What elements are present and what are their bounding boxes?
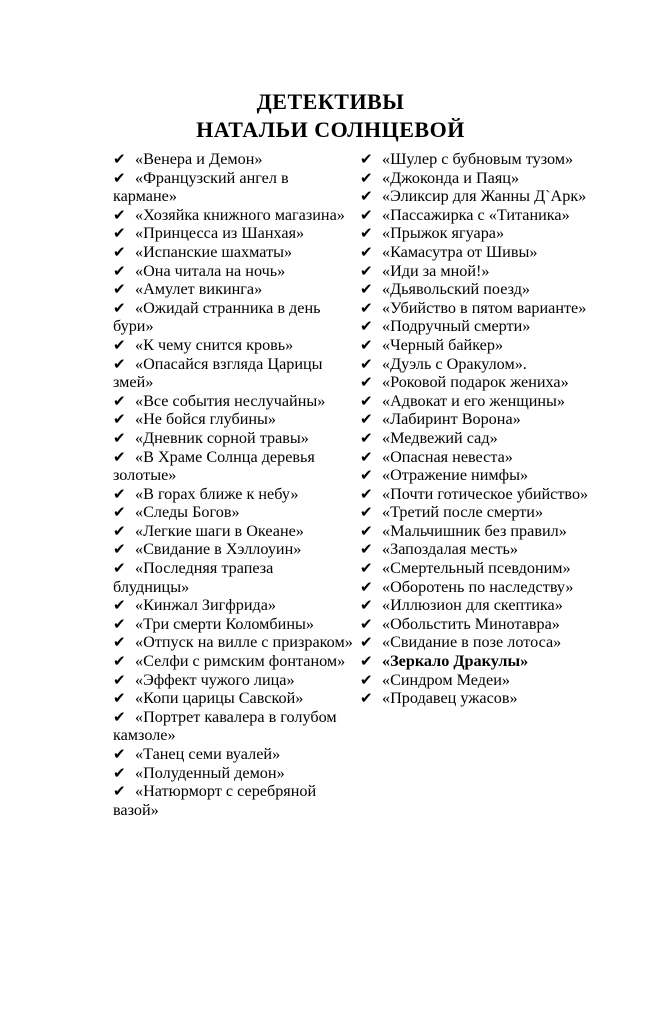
book-title-item	[113, 782, 353, 819]
book-title-item	[113, 355, 353, 392]
checkmark-icon: ✔	[360, 224, 373, 243]
checkmark-icon: ✔	[113, 652, 126, 671]
book-title-item	[360, 448, 592, 467]
book-title-text: «В горах ближе к небу»	[135, 484, 299, 503]
book-title-text: «Почти готическое убийство»	[382, 484, 589, 503]
book-title-item	[113, 299, 353, 336]
checkmark-icon: ✔	[113, 745, 126, 763]
book-title-text: «Обольстить Минотавра»	[382, 614, 560, 633]
checkmark-icon: ✔	[360, 447, 373, 466]
book-title-item	[360, 299, 592, 318]
book-title-item	[113, 280, 353, 299]
book-title-item	[360, 578, 592, 597]
book-title-text: «Все события неслучайны»	[135, 391, 326, 410]
book-title-item	[113, 503, 353, 522]
book-title-text: «Подручный смерти»	[382, 317, 531, 336]
book-title-item	[360, 485, 592, 504]
checkmark-icon: ✔	[360, 466, 373, 485]
book-title-text: «Камасутра от Шивы»	[382, 242, 538, 261]
book-title-text: «Адвокат и его женщины»	[382, 391, 566, 410]
book-title-item	[113, 671, 353, 690]
heading-line-2: НАТАЛЬИ СОЛНЦЕВОЙ	[196, 117, 465, 142]
checkmark-icon: ✔	[113, 335, 126, 354]
book-title-text: «Мальчишник без правил»	[382, 521, 567, 540]
checkmark-icon: ✔	[113, 354, 126, 373]
book-title-text: «Венера и Демон»	[135, 150, 263, 168]
book-title-item	[113, 392, 353, 411]
book-title-item	[360, 280, 592, 299]
checkmark-icon: ✔	[113, 782, 126, 801]
checkmark-icon: ✔	[360, 577, 373, 596]
book-title-text: «Третий после смерти»	[382, 503, 544, 522]
checkmark-icon: ✔	[360, 596, 373, 615]
book-title-text: «Она читала на ночь»	[135, 261, 286, 280]
book-title-item	[113, 633, 353, 652]
book-title-text: «Танец семи вуалей»	[135, 745, 281, 763]
book-title-item	[360, 671, 592, 690]
book-title-item	[360, 373, 592, 392]
checkmark-icon: ✔	[360, 540, 373, 559]
book-title-text: «Легкие шаги в Океане»	[135, 521, 304, 540]
checkmark-icon: ✔	[360, 242, 373, 261]
checkmark-icon: ✔	[360, 373, 373, 392]
book-title-item	[113, 150, 353, 169]
checkmark-icon: ✔	[360, 652, 373, 671]
book-title-text: «Смертельный псевдоним»	[382, 559, 571, 578]
book-title-item	[360, 150, 592, 169]
book-title-text: «К чему снится кровь»	[135, 335, 294, 354]
book-title-item	[360, 392, 592, 411]
book-title-item	[360, 615, 592, 634]
checkmark-icon: ✔	[113, 521, 126, 540]
checkmark-icon: ✔	[113, 614, 126, 633]
left-title-list	[113, 150, 353, 819]
book-title-text: «Принцесса из Шанхая»	[135, 224, 305, 243]
book-title-item	[360, 429, 592, 448]
checkmark-icon: ✔	[360, 521, 373, 540]
checkmark-icon: ✔	[360, 614, 373, 633]
checkmark-icon: ✔	[113, 670, 126, 689]
book-title-text: «Три смерти Коломбины»	[135, 614, 314, 633]
checkmark-icon: ✔	[113, 689, 126, 708]
book-title-item	[360, 187, 592, 206]
book-title-text: «Отпуск на вилле с призраком»	[135, 633, 353, 652]
book-title-text: «Французский ангел в кармане»	[113, 168, 289, 206]
checkmark-icon: ✔	[360, 503, 373, 522]
book-title-item	[113, 615, 353, 634]
checkmark-icon: ✔	[113, 503, 126, 522]
checkmark-icon: ✔	[360, 633, 373, 652]
checkmark-icon: ✔	[113, 224, 126, 243]
book-title-text: «Амулет викинга»	[135, 280, 263, 299]
checkmark-icon: ✔	[360, 391, 373, 410]
book-title-item	[360, 466, 592, 485]
checkmark-icon: ✔	[113, 298, 126, 317]
checkmark-icon: ✔	[360, 261, 373, 280]
book-title-text: «Опасайся взгляда Царицы змей»	[113, 354, 323, 392]
book-title-text: «Натюрморт с серебряной вазой»	[113, 782, 317, 819]
book-title-text: «Лабиринт Ворона»	[382, 410, 521, 429]
checkmark-icon: ✔	[360, 559, 373, 578]
book-title-text: «Запоздалая месть»	[382, 540, 518, 559]
book-title-item	[360, 169, 592, 188]
book-title-item	[360, 596, 592, 615]
book-title-item	[113, 410, 353, 429]
checkmark-icon: ✔	[113, 391, 126, 410]
book-title-text: «Оборотень по наследству»	[382, 577, 574, 596]
book-title-text: «Кинжал Зигфрида»	[135, 596, 277, 615]
checkmark-icon: ✔	[360, 205, 373, 224]
book-title-item	[113, 336, 353, 355]
page-heading	[0, 88, 661, 144]
book-title-text: «Дьявольский поезд»	[382, 280, 531, 299]
checkmark-icon: ✔	[113, 242, 126, 261]
book-title-item	[360, 689, 592, 708]
book-title-text: «Следы Богов»	[135, 503, 240, 522]
book-title-text: «Зеркало Дракулы»	[382, 652, 529, 671]
checkmark-icon: ✔	[113, 763, 126, 782]
book-title-text: «Селфи с римским фонтаном»	[135, 652, 346, 671]
book-title-text: «Убийство в пятом варианте»	[382, 298, 587, 317]
book-title-text: «Синдром Медеи»	[382, 670, 510, 689]
book-title-item	[360, 262, 592, 281]
checkmark-icon: ✔	[113, 410, 126, 429]
book-title-text: «Копи царицы Савской»	[135, 689, 304, 708]
book-title-text: «Шулер с бубновым тузом»	[382, 150, 574, 168]
book-title-item	[113, 262, 353, 281]
book-title-item	[113, 485, 353, 504]
checkmark-icon: ✔	[360, 187, 373, 206]
checkmark-icon: ✔	[113, 280, 126, 299]
book-title-item	[113, 540, 353, 559]
checkmark-icon: ✔	[113, 484, 126, 503]
book-title-text: «Хозяйка книжного магазина»	[135, 205, 345, 224]
checkmark-icon: ✔	[360, 298, 373, 317]
book-title-item	[113, 652, 353, 671]
checkmark-icon: ✔	[360, 335, 373, 354]
book-title-text: «Свидание в Хэллоуин»	[135, 540, 302, 559]
checkmark-icon: ✔	[360, 670, 373, 689]
checkmark-icon: ✔	[113, 447, 126, 466]
checkmark-icon: ✔	[113, 707, 126, 726]
book-title-text: «Роковой подарок жениха»	[382, 373, 569, 392]
book-title-text: «Отражение нимфы»	[382, 466, 529, 485]
checkmark-icon: ✔	[360, 689, 373, 708]
checkmark-icon: ✔	[113, 559, 126, 578]
book-title-text: «Испанские шахматы»	[135, 242, 293, 261]
book-title-text: «Опасная невеста»	[382, 447, 513, 466]
checkmark-icon: ✔	[360, 410, 373, 429]
book-title-item	[113, 745, 353, 764]
checkmark-icon: ✔	[113, 540, 126, 559]
checkmark-icon: ✔	[113, 633, 126, 652]
book-title-item	[113, 206, 353, 225]
right-title-list	[360, 150, 592, 708]
book-title-text: «Портрет кавалера в голубом камзоле»	[113, 707, 337, 745]
book-title-text: «Черный байкер»	[382, 335, 504, 354]
book-title-text: «Продавец ужасов»	[382, 689, 518, 708]
checkmark-icon: ✔	[113, 428, 126, 447]
book-title-item	[113, 559, 353, 596]
checkmark-icon: ✔	[360, 317, 373, 336]
book-title-item	[113, 429, 353, 448]
book-title-item	[360, 540, 592, 559]
book-title-item	[360, 633, 592, 652]
book-title-item	[113, 689, 353, 708]
book-title-text: «Ожидай странника в день бури»	[113, 298, 321, 336]
book-title-text: «Не бойся глубины»	[135, 410, 276, 429]
book-title-text: «Свидание в позе лотоса»	[382, 633, 562, 652]
checkmark-icon: ✔	[360, 354, 373, 373]
book-title-text: «В Храме Солнца деревья золотые»	[113, 447, 315, 485]
book-title-item	[113, 596, 353, 615]
checkmark-icon: ✔	[113, 596, 126, 615]
checkmark-icon: ✔	[360, 168, 373, 187]
checkmark-icon: ✔	[113, 205, 126, 224]
checkmark-icon: ✔	[360, 484, 373, 503]
book-title-item	[113, 708, 353, 745]
book-title-text: «Эффект чужого лица»	[135, 670, 295, 689]
book-title-item	[113, 448, 353, 485]
book-title-text: «Эликсир для Жанны Д`Арк»	[382, 187, 587, 206]
checkmark-icon: ✔	[113, 150, 126, 168]
book-title-item	[113, 522, 353, 541]
book-title-item	[360, 336, 592, 355]
book-title-text: «Иди за мной!»	[382, 261, 490, 280]
book-title-text: «Полуденный демон»	[135, 763, 285, 782]
heading-line-1: ДЕТЕКТИВЫ	[256, 89, 405, 114]
book-title-item	[113, 169, 353, 206]
book-title-item	[360, 243, 592, 262]
book-title-text: «Прыжок ягуара»	[382, 224, 505, 243]
checkmark-icon: ✔	[360, 150, 373, 168]
book-title-text: «Иллюзион для скептика»	[382, 596, 563, 615]
book-title-text: «Последняя трапеза блудницы»	[113, 559, 274, 596]
book-title-item	[360, 355, 592, 374]
book-title-text: «Пассажирка с «Титаника»	[382, 205, 570, 224]
book-title-item	[113, 224, 353, 243]
book-title-text: «Дуэль с Оракулом».	[382, 354, 527, 373]
checkmark-icon: ✔	[113, 261, 126, 280]
book-title-item	[360, 317, 592, 336]
book-title-item	[360, 224, 592, 243]
book-title-text: «Дневник сорной травы»	[135, 428, 309, 447]
book-title-item	[360, 206, 592, 225]
checkmark-icon: ✔	[360, 428, 373, 447]
book-title-item	[113, 764, 353, 783]
book-title-text: «Джоконда и Паяц»	[382, 168, 520, 187]
book-title-item	[360, 503, 592, 522]
book-title-item	[113, 243, 353, 262]
checkmark-icon: ✔	[360, 280, 373, 299]
checkmark-icon: ✔	[113, 168, 126, 187]
book-title-item	[360, 522, 592, 541]
book-title-text: «Медвежий сад»	[382, 428, 498, 447]
book-title-item	[360, 410, 592, 429]
book-title-item	[360, 559, 592, 578]
book-title-item	[360, 652, 592, 671]
